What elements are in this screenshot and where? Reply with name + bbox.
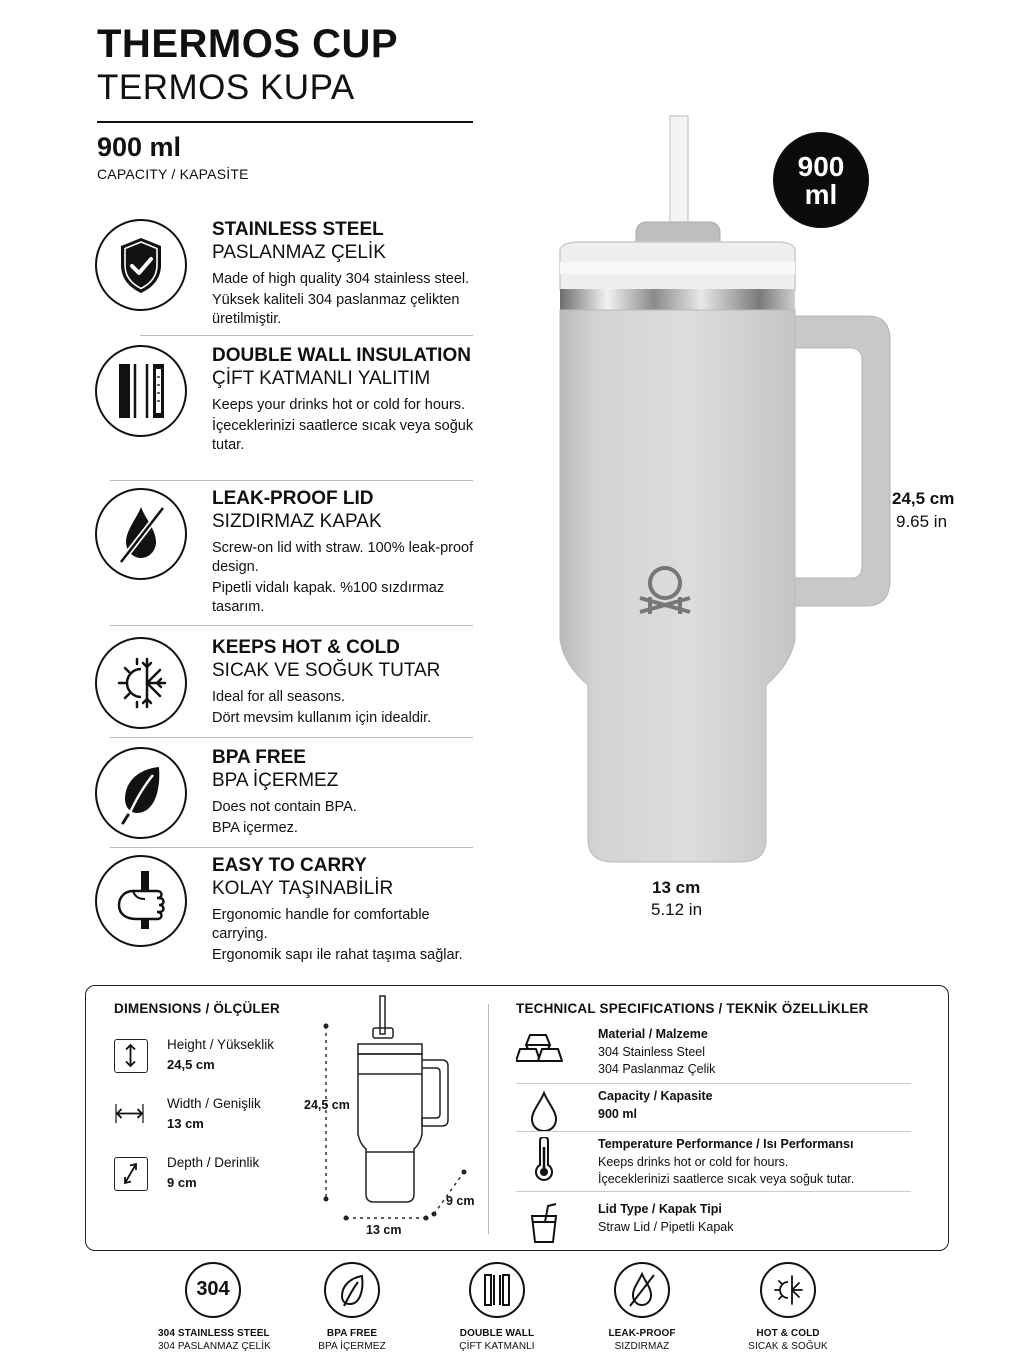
feature-title-tr: ÇİFT KATMANLI YALITIM bbox=[212, 368, 431, 389]
feature-desc-tr: Ergonomik sapı ile rahat taşıma sağlar. bbox=[212, 947, 463, 963]
page-title: THERMOS CUP bbox=[97, 22, 399, 66]
steel-ingots-icon bbox=[516, 1027, 572, 1073]
feature-title-en: KEEPS HOT & COLD bbox=[212, 637, 400, 658]
no-drop-icon bbox=[614, 1262, 670, 1318]
product-image bbox=[540, 110, 900, 870]
capacity-badge-unit: ml bbox=[804, 179, 838, 210]
dimensions-heading: DIMENSIONS / ÖLÇÜLER bbox=[114, 1001, 281, 1016]
double-wall-icon bbox=[95, 345, 187, 437]
feature-divider bbox=[110, 625, 473, 626]
tech-value: 900 ml bbox=[598, 1107, 637, 1121]
feature-title-tr: SICAK VE SOĞUK TUTAR bbox=[212, 660, 441, 681]
badge-label-en: LEAK-PROOF bbox=[608, 1328, 676, 1339]
badge-label-en: 304 STAINLESS STEEL bbox=[158, 1328, 270, 1339]
bottom-badge-double-wall bbox=[442, 1262, 552, 1352]
sun-snowflake-icon bbox=[95, 637, 187, 729]
spec-panel bbox=[85, 985, 949, 1251]
feature-double-wall bbox=[95, 345, 475, 475]
feature-desc-en: Made of high quality 304 stainless steel. bbox=[212, 271, 470, 287]
feature-stainless-steel bbox=[95, 219, 475, 329]
feature-desc-tr: İçeceklerinizi saatlerce sıcak veya soğuk tutar. bbox=[212, 418, 474, 453]
leaf-icon bbox=[95, 747, 187, 839]
width-arrow-icon bbox=[114, 1098, 148, 1132]
feature-easy-carry bbox=[95, 855, 475, 980]
dimension-label: Height / Yükseklik bbox=[167, 1037, 275, 1052]
feature-bpa-free bbox=[95, 747, 475, 842]
thermometer-icon bbox=[516, 1137, 572, 1183]
bottom-badge-304 bbox=[158, 1262, 271, 1352]
feature-divider bbox=[140, 335, 473, 336]
feature-desc-en: Ergonomic handle for comfortable carrying. bbox=[212, 907, 430, 942]
badge-label-tr: ÇİFT KATMANLI bbox=[459, 1341, 535, 1352]
badge-number: 304 bbox=[196, 1278, 230, 1300]
diagram-width-label: 13 cm bbox=[366, 1223, 402, 1237]
tech-line: 304 Stainless Steel bbox=[598, 1045, 706, 1059]
feature-title-tr: BPA İÇERMEZ bbox=[212, 770, 339, 791]
304-icon bbox=[185, 1262, 241, 1318]
feature-title-en: LEAK-PROOF LID bbox=[212, 488, 374, 509]
diagram-depth-label: 9 cm bbox=[446, 1194, 475, 1208]
dimension-value: 13 cm bbox=[167, 1116, 204, 1131]
width-in-label: 5.12 in bbox=[651, 900, 703, 919]
no-drop-icon bbox=[95, 488, 187, 580]
feature-title-en: EASY TO CARRY bbox=[212, 855, 367, 876]
tech-line: 304 Paslanmaz Çelik bbox=[598, 1062, 716, 1076]
double-wall-icon bbox=[469, 1262, 525, 1318]
feature-desc-en: Does not contain BPA. bbox=[212, 799, 357, 815]
shield-check-icon bbox=[95, 219, 187, 311]
feature-title-en: STAINLESS STEEL bbox=[212, 219, 384, 240]
tech-specs-heading: TECHNICAL SPECIFICATIONS / TEKNİK ÖZELLİKLER bbox=[516, 1001, 869, 1016]
tech-line: Straw Lid / Pipetli Kapak bbox=[598, 1220, 734, 1234]
tech-divider bbox=[516, 1131, 911, 1132]
feature-desc-tr: BPA içermez. bbox=[212, 820, 298, 836]
sun-snowflake-icon bbox=[760, 1262, 816, 1318]
dimension-value: 24,5 cm bbox=[167, 1057, 215, 1072]
feature-desc-tr: Pipetli vidalı kapak. %100 sızdırmaz tasarım. bbox=[212, 580, 445, 615]
feature-title-en: BPA FREE bbox=[212, 747, 306, 768]
badge-label-en: BPA FREE bbox=[326, 1328, 378, 1339]
straw-cup-icon bbox=[516, 1202, 572, 1248]
hand-grip-icon bbox=[95, 855, 187, 947]
bottom-badge-leak-proof bbox=[587, 1262, 697, 1352]
feature-desc-en: Ideal for all seasons. bbox=[212, 689, 345, 705]
height-cm-label: 24,5 cm bbox=[892, 489, 955, 508]
dimension-label: Depth / Derinlik bbox=[167, 1155, 260, 1170]
tech-title: Lid Type / Kapak Tipi bbox=[598, 1202, 722, 1216]
feature-leak-proof bbox=[95, 488, 475, 618]
badge-label-tr: SICAK & SOĞUK bbox=[748, 1341, 828, 1352]
tech-divider bbox=[516, 1083, 911, 1084]
tech-line: Keeps drinks hot or cold for hours. bbox=[598, 1155, 789, 1169]
capacity-label: CAPACITY / KAPASİTE bbox=[97, 166, 249, 182]
badge-label-tr: SIZDIRMAZ bbox=[614, 1341, 670, 1352]
tech-title: Material / Malzeme bbox=[598, 1027, 708, 1041]
tech-title: Temperature Performance / Isı Performansı bbox=[598, 1137, 854, 1151]
feature-desc-en: Screw-on lid with straw. 100% leak-proof design. bbox=[212, 540, 474, 575]
spec-panel-divider bbox=[488, 1004, 489, 1234]
feature-title-en: DOUBLE WALL INSULATION bbox=[212, 345, 471, 366]
tech-divider bbox=[516, 1191, 911, 1192]
dimension-label: Width / Genişlik bbox=[167, 1096, 261, 1111]
diagram-height-label: 24,5 cm bbox=[304, 1098, 350, 1112]
feature-desc-tr: Yüksek kaliteli 304 paslanmaz çelikten üretilmiştir. bbox=[212, 292, 460, 327]
width-cm-label: 13 cm bbox=[652, 878, 701, 897]
bottom-badge-bpa bbox=[297, 1262, 407, 1352]
tech-title: Capacity / Kapasite bbox=[598, 1089, 713, 1103]
feature-divider bbox=[110, 847, 473, 848]
feature-title-tr: KOLAY TAŞINABİLİR bbox=[212, 878, 394, 899]
feature-desc-tr: Dört mevsim kullanım için idealdir. bbox=[212, 710, 432, 726]
capacity-value: 900 ml bbox=[97, 132, 182, 162]
depth-arrow-icon bbox=[114, 1157, 148, 1191]
tech-line: İçeceklerinizi saatlerce sıcak veya soğuk tutar. bbox=[598, 1172, 855, 1186]
height-in-label: 9.65 in bbox=[896, 512, 948, 531]
badge-label-en: HOT & COLD bbox=[756, 1328, 820, 1339]
feature-title-tr: PASLANMAZ ÇELİK bbox=[212, 242, 386, 263]
bottom-badge-hot-cold bbox=[733, 1262, 843, 1352]
feature-divider bbox=[110, 480, 473, 481]
drop-icon bbox=[516, 1089, 572, 1135]
feature-divider bbox=[110, 737, 473, 738]
badge-label-en: DOUBLE WALL bbox=[459, 1328, 535, 1339]
height-arrow-icon bbox=[114, 1039, 148, 1073]
feature-title-tr: SIZDIRMAZ KAPAK bbox=[212, 511, 382, 532]
feature-desc-en: Keeps your drinks hot or cold for hours. bbox=[212, 397, 466, 413]
dimension-value: 9 cm bbox=[167, 1175, 197, 1190]
capacity-badge-number: 900 bbox=[797, 151, 845, 182]
badge-label-tr: BPA İÇERMEZ bbox=[318, 1341, 386, 1352]
header-divider bbox=[97, 121, 473, 123]
feature-hot-cold bbox=[95, 637, 475, 732]
badge-label-tr: 304 PASLANMAZ ÇELİK bbox=[158, 1341, 271, 1352]
leaf-icon bbox=[324, 1262, 380, 1318]
page-subtitle: TERMOS KUPA bbox=[97, 68, 355, 107]
